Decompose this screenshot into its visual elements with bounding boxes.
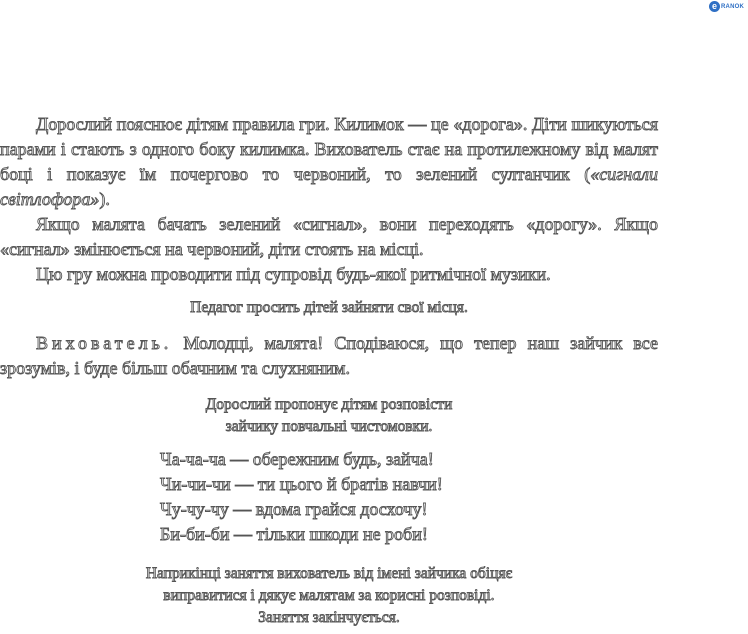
paragraph-game-rules-end: ). <box>99 189 110 209</box>
page-text <box>0 112 658 629</box>
publisher-logo <box>709 1 744 12</box>
stage-remark-rhymes-line-1: Дорослий пропонує дітям розповісти <box>205 396 453 413</box>
tongue-twister-poem <box>160 447 658 547</box>
stage-remark-ending <box>0 563 658 629</box>
traffic-signals-term: «сигнали світлофора» <box>0 164 658 209</box>
speech-text: Молодці, малята! Сподіваюся, що тепер наш зайчик все зрозумів, і буде більш обачним та слухняним. <box>0 333 658 378</box>
stage-remark-seats: Педагог просить дітей зайняти свої місця. <box>190 299 468 316</box>
stage-remark-rhymes-line-2: зайчику повчальні чистомовки. <box>225 418 433 435</box>
poem-line: Чи-чи-чи — ти цього й братів навчи! <box>160 474 443 494</box>
stage-remark-ending-line-2: виправитися і дякує малятам за корисні розповіді. <box>163 587 495 604</box>
stage-remark-ending-line-3: Заняття закінчується. <box>258 609 400 626</box>
paragraph-game-rules <box>0 112 658 212</box>
teacher-speech <box>0 331 658 381</box>
speaker-label: Вихователь. <box>36 333 173 353</box>
paragraph-game-rules-text: Дорослий пояснює дітям правила гри. Килимок — це «дорога». Діти шикуються парами і стають з одного боку килимка. Вихователь стає на протилежному від малят боці і показує їм почергово то червоний, то зелений султанчик ( <box>0 114 658 184</box>
publisher-logo-text: RANOK <box>721 3 744 10</box>
publisher-logo-icon: e <box>709 1 720 12</box>
paragraph-signals: Якщо малята бачать зелений «сигнал», вони переходять «дорогу». Якщо «сигнал» змінюється на червоний, діти стоять на місці. <box>0 214 658 259</box>
stage-remark-ending-line-1: Наприкінці заняття вихователь від імені зайчика обіцяє <box>145 565 513 582</box>
paragraph-music: Цю гру можна проводити під супровід будь-якої ритмічної музики. <box>36 264 551 284</box>
poem-line: Ча-ча-ча — обережним будь, зайча! <box>160 449 434 469</box>
poem-line: Би-би-би — тільки шкоди не роби! <box>160 524 428 544</box>
stage-remark-rhymes <box>0 394 658 438</box>
poem-line: Чу-чу-чу — вдома грайся досхочу! <box>160 499 428 519</box>
